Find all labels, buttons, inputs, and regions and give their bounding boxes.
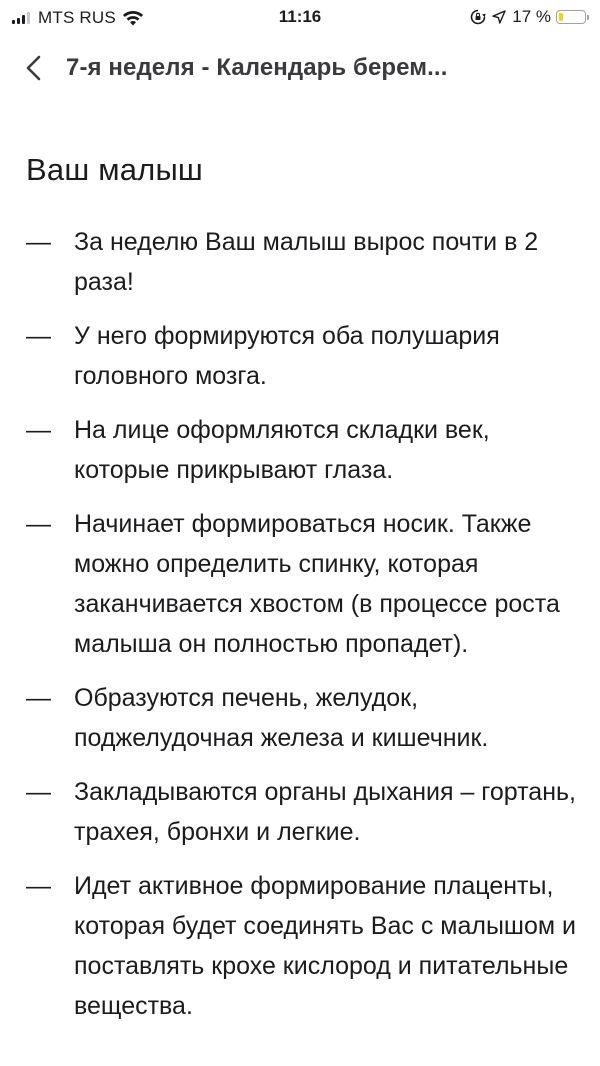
- list-bullet: —: [26, 228, 51, 256]
- battery-icon: [556, 10, 586, 24]
- chevron-left-icon[interactable]: [22, 54, 46, 82]
- list-item: [0, 222, 600, 302]
- clock: 11:16: [278, 7, 322, 26]
- list-item: [0, 866, 600, 1026]
- page-title: 7-я неделя - Календарь берем...: [66, 54, 448, 81]
- list-item: [0, 772, 600, 852]
- list-item: [0, 410, 600, 490]
- article-content: [0, 148, 600, 1040]
- list-item-text: Начинает формироваться носик. Также можно определить спинку, которая заканчивается хвостом (в процессе роста малыша он полностью пропадет).: [74, 510, 560, 658]
- list-item: [0, 678, 600, 758]
- list-bullet: —: [26, 684, 51, 712]
- list-bullet: —: [26, 322, 51, 350]
- list-item: [0, 504, 600, 664]
- list-item-text: У него формируются оба полушария головного мозга.: [74, 322, 500, 390]
- battery-percent: 17 %: [512, 7, 551, 26]
- status-right: [470, 7, 586, 27]
- list-bullet: —: [26, 510, 51, 538]
- list-item-text: Идет активное формирование плаценты, которая будет соединять Вас с малышом и поставлять крохе кислород и питательные вещества.: [74, 872, 576, 1020]
- list-item-text: Образуются печень, желудок, поджелудочная железа и кишечник.: [74, 684, 489, 752]
- list-item: [0, 316, 600, 396]
- carrier-name: MTS RUS: [38, 8, 116, 27]
- list-item-text: На лице оформляются складки век, которые прикрывают глаза.: [74, 416, 490, 484]
- section-heading: Ваш малыш: [26, 152, 203, 187]
- rotation-lock-icon: [470, 9, 486, 25]
- location-arrow-icon: [492, 10, 506, 24]
- list-bullet: —: [26, 872, 51, 900]
- list-bullet: —: [26, 778, 51, 806]
- battery-level: [559, 13, 563, 21]
- list-item-text: За неделю Ваш малыш вырос почти в 2 раза!: [74, 228, 539, 296]
- fact-list: [0, 222, 600, 1026]
- list-item-text: Закладываются органы дыхания – гортань, трахея, бронхи и легкие.: [74, 778, 576, 846]
- navigation-bar: [0, 44, 600, 92]
- status-bar: [0, 0, 600, 38]
- list-bullet: —: [26, 416, 51, 444]
